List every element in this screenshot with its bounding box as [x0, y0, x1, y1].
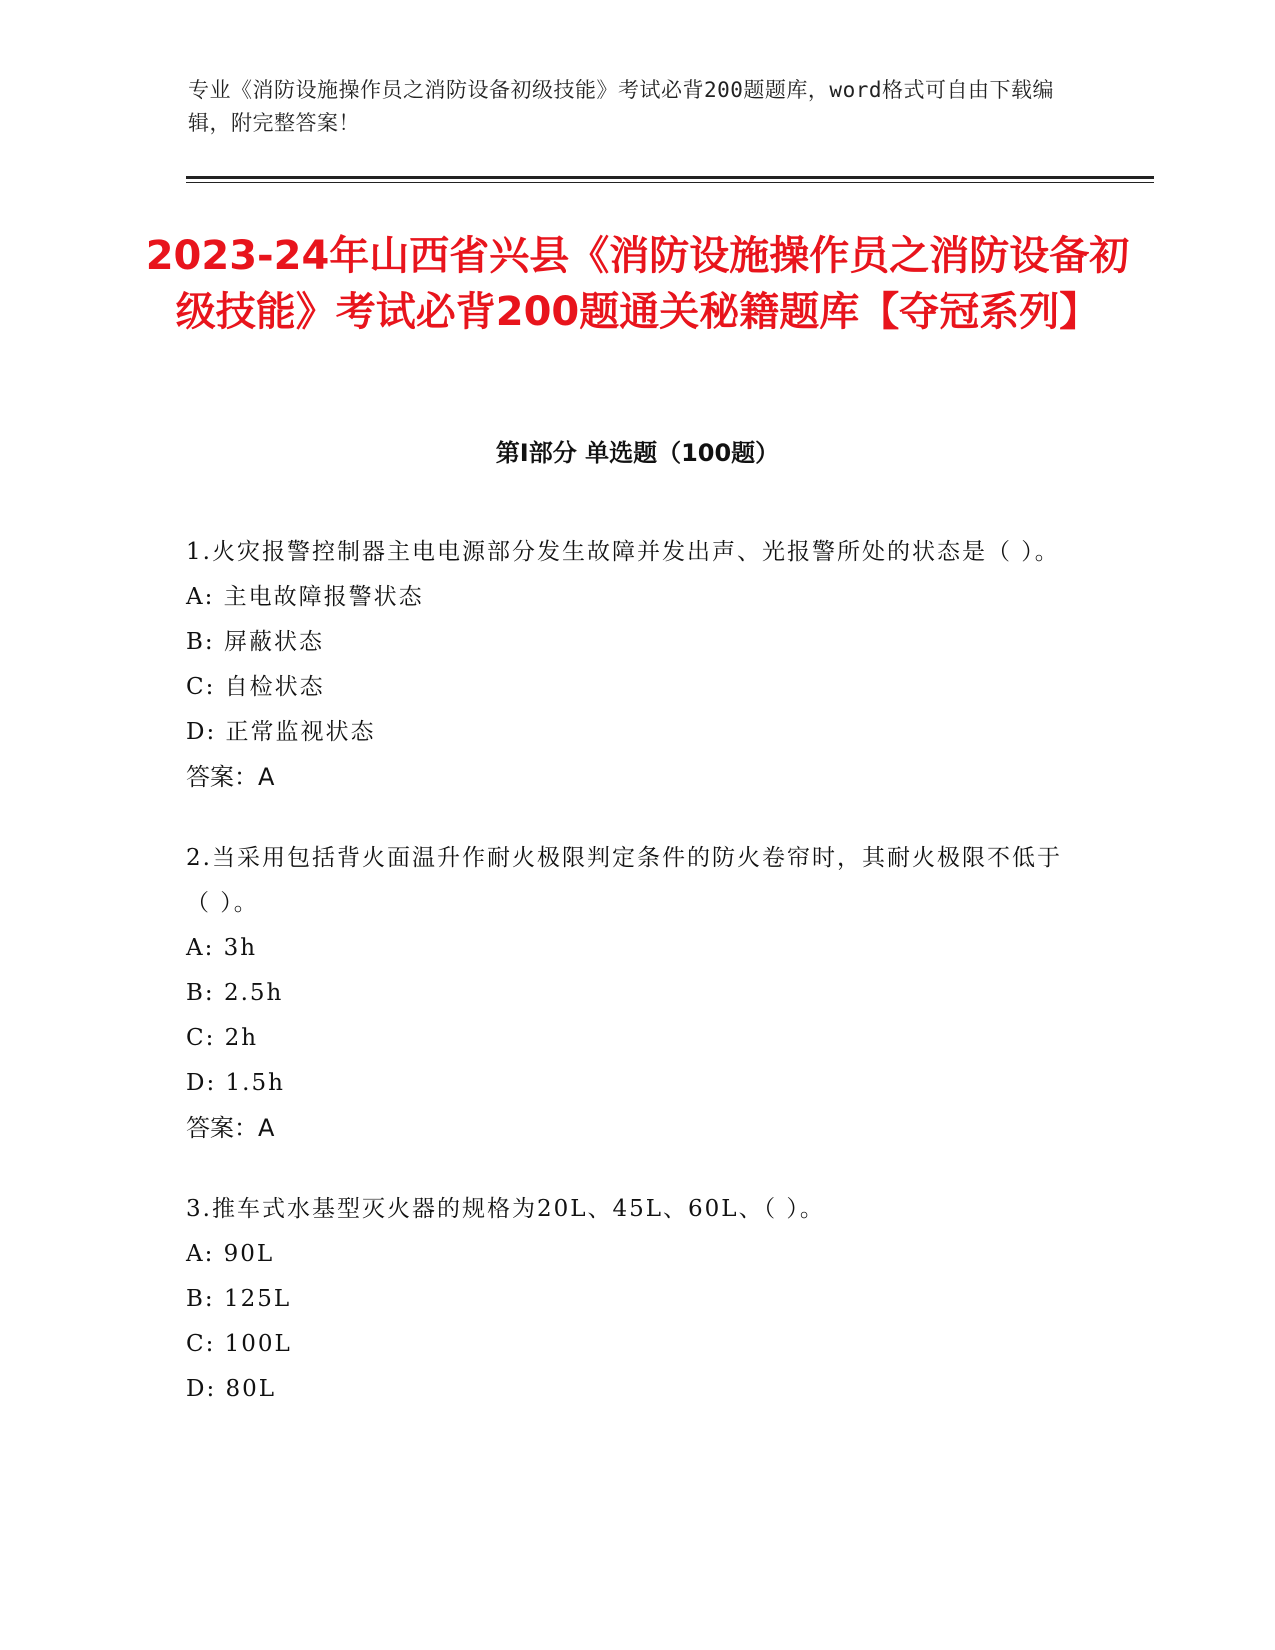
option-a: A: 3h [186, 935, 258, 961]
option-b: B: 2.5h [186, 980, 284, 1006]
option-d: D: 80L [186, 1376, 277, 1402]
section-heading: 第I部分 单选题（100题） [495, 439, 780, 467]
question-stem: 3.推车式水基型灭火器的规格为20L、45L、60L、（ ）。 [186, 1196, 825, 1222]
question-stem: 1.火灾报警控制器主电电源部分发生故障并发出声、光报警所处的状态是（ ）。 [186, 539, 1060, 565]
question-1 [186, 530, 1066, 800]
question-2 [186, 836, 1066, 1151]
option-a: A: 主电故障报警状态 [186, 584, 424, 610]
question-3 [186, 1187, 1066, 1412]
answer: 答案：A [186, 763, 275, 791]
option-d: D: 正常监视状态 [186, 719, 376, 745]
option-c: C: 100L [186, 1331, 292, 1357]
header-divider-thick [186, 176, 1154, 179]
document-title: 2023-24年山西省兴县《消防设施操作员之消防设备初级技能》考试必背200题通关秘籍题库【夺冠系列】 [145, 233, 1130, 335]
option-c: C: 自检状态 [186, 674, 325, 700]
header-note: 专业《消防设施操作员之消防设备初级技能》考试必背200题题库，word格式可自由下载编辑，附完整答案！ [188, 78, 1054, 135]
question-stem: 2.当采用包括背火面温升作耐火极限判定条件的防火卷帘时，其耐火极限不低于（ ）。 [186, 845, 1062, 916]
header-divider-thin [186, 182, 1154, 183]
option-d: D: 1.5h [186, 1070, 285, 1096]
option-a: A: 90L [186, 1241, 275, 1267]
option-c: C: 2h [186, 1025, 259, 1051]
option-b: B: 屏蔽状态 [186, 629, 324, 655]
question-list [186, 530, 1066, 1448]
answer: 答案：A [186, 1114, 275, 1142]
option-b: B: 125L [186, 1286, 292, 1312]
